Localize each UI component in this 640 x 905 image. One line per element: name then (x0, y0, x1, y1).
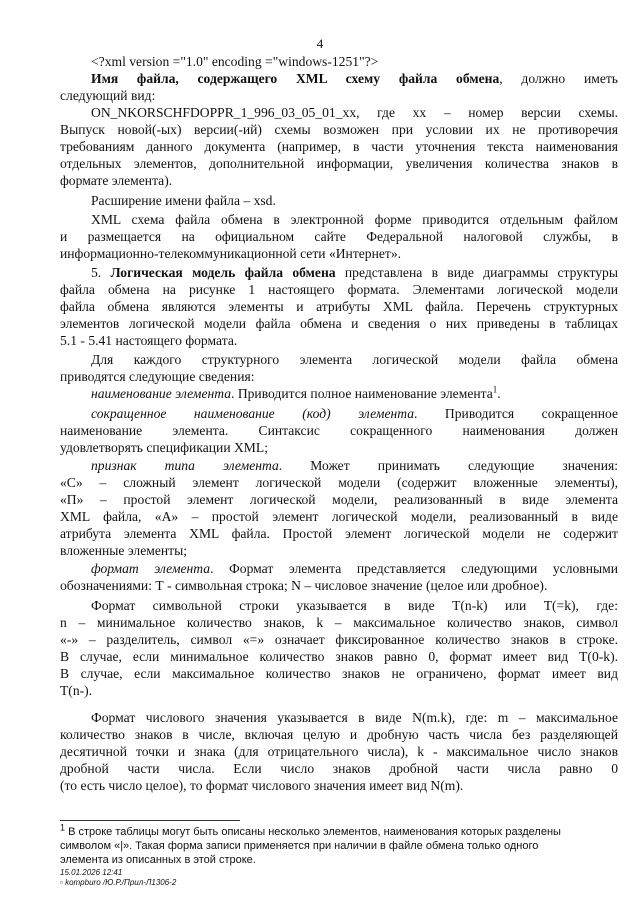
short-name-line3: удовлетворять спецификации XML; (60, 440, 268, 455)
format-item-line1 (91, 561, 618, 578)
footnote-line1 (60, 822, 620, 839)
intro-line1: Для каждого структурного элемента логической модели файла обмена (91, 352, 618, 367)
string-format-line2: n – минимальное количество знаков, k – максимальное количество знаков, символ (60, 615, 618, 630)
section5-line4: элементов логической модели файла обмена и сведения о них приведены в таблицах (60, 316, 618, 331)
file-name-line4: Выпуск новой(-ых) версии(-ий) схемы возможен при условии их не противоречия (60, 122, 618, 137)
stamp-path (60, 878, 176, 887)
name-item-line (91, 386, 618, 403)
type-item-line1 (91, 458, 618, 475)
extension-line: Расширение имени файла – xsd. (91, 193, 276, 208)
string-format-line1: Формат символьной строки указывается в виде Т(n-k) или Т(=k), где: (91, 598, 618, 613)
file-name-heading (91, 71, 618, 88)
file-name-line1-end: , должно иметь (499, 71, 618, 86)
name-item-tail: . (497, 386, 501, 401)
section5-line1 (91, 265, 618, 282)
footnote-marker: 1 (60, 822, 66, 833)
type-item-italic: признак типа элемента (91, 458, 279, 473)
short-name-line2: наименование элемента. Синтаксис сокращенного наименования должен (60, 423, 618, 438)
doc-icon: ▫ (60, 878, 66, 887)
type-item-line3: «П» – простой элемент логической модели, реализованный в виде элемента (60, 492, 618, 507)
section5-bold: Логическая модель файла обмена (110, 265, 336, 280)
format-item-line2: обозначениями: Т - символьная строка; N – числовое значение (целое или дробное). (60, 578, 548, 593)
section5-line5: 5.1 - 5.41 настоящего формата. (60, 333, 238, 348)
section5-line2: файла обмена на рисунке 1 настоящего формата. Элементами логической модели (60, 282, 618, 297)
name-item-italic: наименование элемента (91, 386, 232, 401)
number-format-line3: десятичной точки и знака (для отрицательного числа), k - максимальное число знаков (60, 744, 618, 759)
footnote-ref: 1 (492, 384, 498, 395)
file-name-line5: требованиям данного документа (например, в части уточнения текста наименования (60, 139, 618, 154)
section5-line1-end: представлена в виде диаграммы структуры (335, 265, 618, 280)
string-format-line5: В случае, если максимальное количество знаков не ограничено, формат имеет вид (60, 666, 618, 681)
section5-line3: файла обмена являются элементы и атрибуты XML файла. Перечень структурных (60, 299, 618, 314)
file-name-line6: отдельных элементов, дополнительной информации, увеличения количества знаков в (60, 156, 618, 171)
string-format-line3: «-» – разделитель, символ «=» означает фиксированное количество знаков в строке. (60, 632, 618, 647)
string-format-line4: В случае, если минимальное количество знаков равно 0, формат имеет вид Т(0-k). (60, 649, 618, 664)
footnote-line1-text: В строке таблицы могут быть описаны несколько элементов, наименования которых разделены (65, 826, 561, 838)
string-format-line6: Т(n-). (60, 683, 93, 698)
number-format-line4: дробной части числа. Если число знаков дробной части числа равно 0 (60, 761, 618, 776)
section5-number: 5. (91, 265, 111, 280)
type-item-line1-end: . Может принимать следующие значения: (278, 458, 618, 473)
file-name-line2: следующий вид: (60, 88, 156, 103)
type-item-line4: XML файла, «А» – простой элемент логической модели, реализованный в виде (60, 509, 618, 524)
short-name-line1-end: . Приводится сокращенное (414, 406, 618, 421)
stamp-path-text: kompburo /Ю.Р./Прил-Л1306-2 (65, 878, 177, 887)
xml-schema-line1: XML схема файла обмена в электронной форме приводится отдельным файлом (91, 212, 618, 227)
file-name-line7: формате элемента). (60, 173, 173, 188)
file-name-bold: Имя файла, содержащего XML схему файла обмена (91, 71, 500, 86)
short-name-line1 (91, 406, 618, 423)
number-format-line5: (то есть число целое), то формат числового значения имеет вид N(m). (60, 778, 464, 793)
page-number: 4 (316, 36, 324, 51)
xml-declaration: <?xml version ="1.0" encoding ="windows-1251"?> (91, 54, 379, 69)
intro-line2: приводятся следующие сведения: (60, 369, 255, 384)
xml-schema-line3: информационно-телекоммуникационной сети «Интернет». (60, 246, 402, 261)
footnote-line2: символом «|». Такая форма записи применяется при наличии в файле обмена только одного (60, 840, 539, 852)
stamp-date: 15.01.2026 12:41 (60, 868, 123, 877)
xml-schema-line2: и размещается на официальном сайте Федеральной налоговой службы, в (60, 229, 618, 244)
footnote-line3: элемента из описанных в этой строке. (60, 854, 256, 866)
short-name-italic: сокращенное наименование (код) элемента (91, 406, 414, 421)
format-item-line1-end: . Формат элемента представляется следующими условными (210, 561, 618, 576)
number-format-line1: Формат числового значения указывается в виде N(m.k), где: m – максимальное (91, 710, 618, 725)
format-item-italic: формат элемента (91, 561, 211, 576)
type-item-line2: «С» – сложный элемент логической модели (содержит вложенные элементы), (60, 475, 618, 490)
number-format-line2: количество знаков в числе, включая целую и дробную часть числа без разделяющей (60, 727, 618, 742)
type-item-line5: атрибута элемента XML файла. Простой элемент логической модели не содержит (60, 526, 618, 541)
footnote-divider (60, 820, 240, 821)
file-name-line3: ON_NKORSCHFDOPPR_1_996_03_05_01_xx, где xx – номер версии схемы. (91, 105, 618, 120)
name-item-text: . Приводится полное наименование элемента (231, 386, 493, 401)
type-item-line6: вложенные элементы; (60, 543, 188, 558)
